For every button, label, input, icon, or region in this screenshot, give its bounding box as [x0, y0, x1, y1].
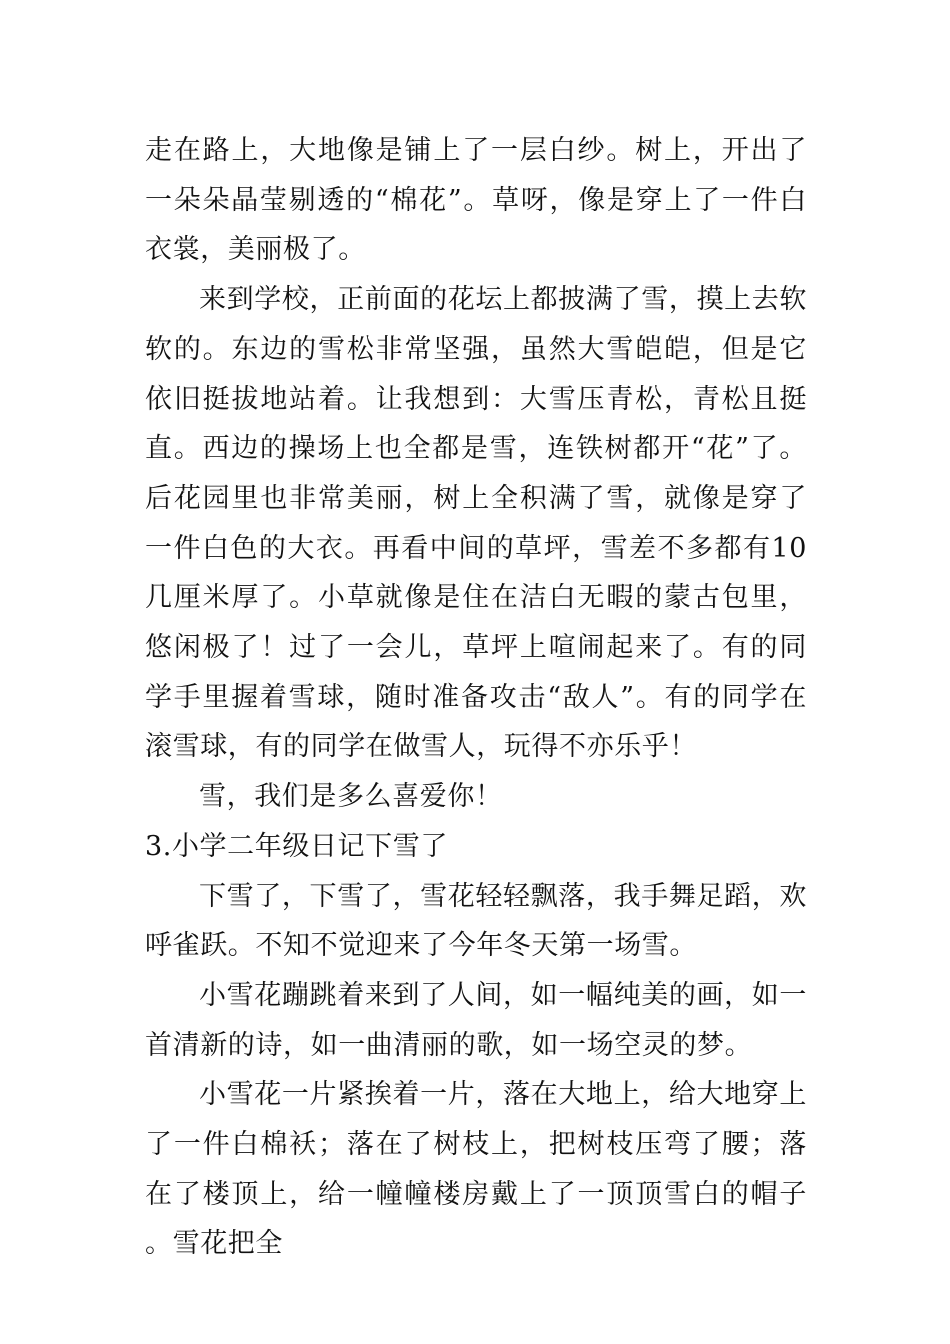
paragraph-walking-on-road: 走在路上，大地像是铺上了一层白纱。树上，开出了一朵朵晶莹剔透的“棉花”。草呀，像是穿上了一件白衣裳，美丽极了。: [145, 135, 807, 266]
paragraph-love-snow: 雪，我们是多么喜爱你！: [199, 781, 503, 813]
document-body: [145, 126, 807, 1269]
section-heading: 3.小学二年级日记下雪了: [145, 830, 448, 862]
paragraph-arriving-at-school: 来到学校，正前面的花坛上都披满了雪，摸上去软软的。东边的雪松非常坚强，虽然大雪皑皑，但是它依旧挺拔地站着。让我想到：大雪压青松，青松且挺直。西边的操场上也全都是雪，连铁树都开“花”了。后花园里也非常美丽，树上全积满了雪，就像是穿了一件白色的大衣。再看中间的草坪，雪差不多都有10几厘米厚了。小草就像是住在洁白无暇的蒙古包里，悠闲极了！过了一会儿，草坪上喧闹起来了。有的同学手里握着雪球，随时准备攻击“敌人”。有的同学在滚雪球，有的同学在做雪人，玩得不亦乐乎！: [145, 284, 807, 763]
paragraph-snowflakes-cover: 小雪花一片紧挨着一片，落在大地上，给大地穿上了一件白棉袄；落在了树枝上，把树枝压弯了腰；落在了楼顶上，给一幢幢楼房戴上了一顶顶雪白的帽子。雪花把全: [145, 1079, 807, 1260]
paragraph-snow-falling: 下雪了，下雪了，雪花轻轻飘落，我手舞足蹈，欢呼雀跃。不知不觉迎来了今年冬天第一场雪。: [145, 880, 807, 962]
paragraph-snowflake-arrives: 小雪花蹦跳着来到了人间，如一幅纯美的画，如一首清新的诗，如一曲清丽的歌，如一场空灵的梦。: [145, 979, 807, 1061]
